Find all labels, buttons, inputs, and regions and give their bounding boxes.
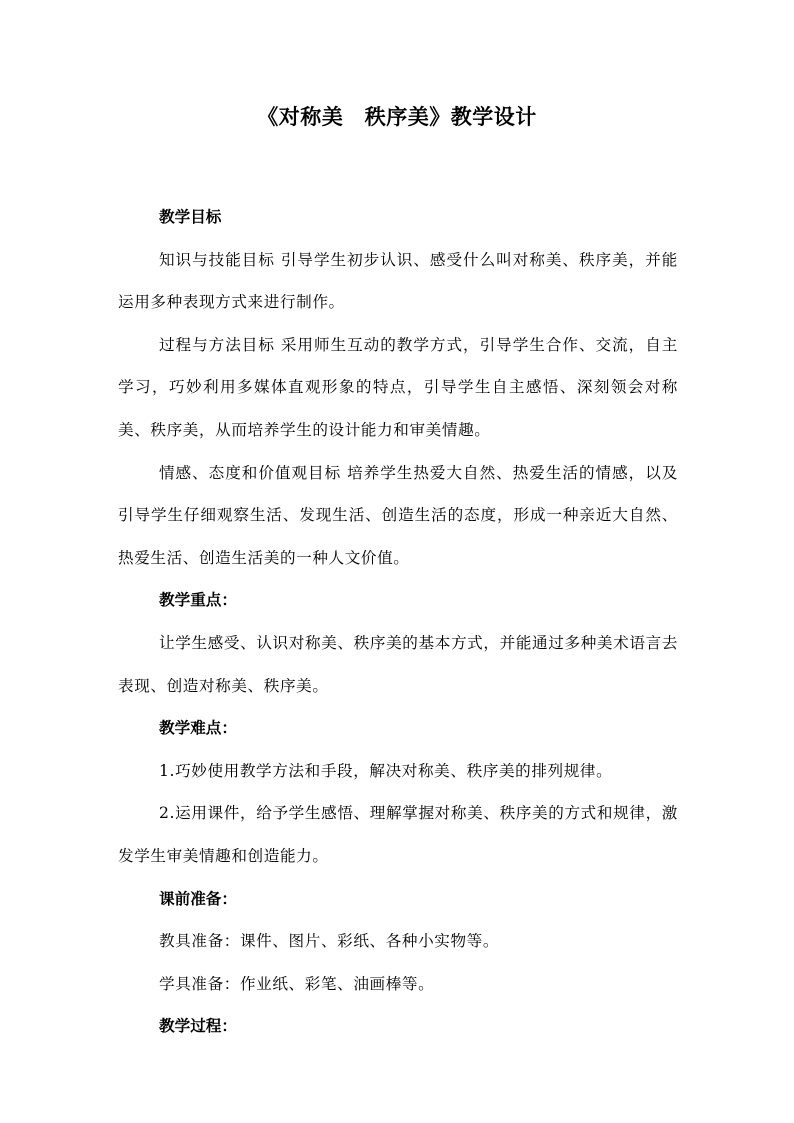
list-item-difficulty-1: 1.巧妙使用教学方法和手段，解决对称美、秩序美的排列规律。 <box>159 761 613 780</box>
section-heading-preparation: 课前准备： <box>159 888 237 908</box>
goal-process-lead: 过程与方法目标 <box>159 335 275 354</box>
goal-knowledge-lead: 知识与技能目标 <box>159 250 275 269</box>
paragraph-prep-student: 学具准备：作业纸、彩笔、油画棒等。 <box>159 974 435 993</box>
goal-emotion-text: 培养学生热爱大自然、热爱生活的情感，以及引导学生仔细观察生活、发现生活、创造生活的态度，形成一种亲近大自然、热爱生活、创造生活美的一种人文价值。 <box>118 463 678 567</box>
section-heading-key-points: 教学重点： <box>159 590 237 610</box>
goal-knowledge-text: 引导学生初步认识、感受什么叫对称美、秩序美，并能运用多种表现方式来进行制作。 <box>118 250 678 312</box>
section-heading-difficulties: 教学难点： <box>159 718 237 738</box>
document-body <box>118 196 678 1048</box>
goal-emotion-lead: 情感、态度和价值观目标 <box>159 463 342 482</box>
paragraph-key-points: 让学生感受、认识对称美、秩序美的基本方式，并能通过多种美术语言去表现、创造对称美、秩序美。 <box>118 633 678 695</box>
list-item-difficulty-2: 2.运用课件，给予学生感悟、理解掌握对称美、秩序美的方式和规律，激发学生审美情趣和创造能力。 <box>118 804 678 865</box>
paragraph-goal-process <box>118 324 678 452</box>
paragraph-goal-emotion <box>118 452 678 580</box>
goal-process-text: 采用师生互动的教学方式，引导学生合作、交流，自主学习，巧妙利用多媒体直观形象的特点，引导学生自主感悟、深刻领会对称美、秩序美，从而培养学生的设计能力和审美情趣。 <box>118 335 678 439</box>
document-title: 《对称美 秩序美》教学设计 <box>257 104 537 129</box>
paragraph-goal-knowledge <box>118 239 678 324</box>
section-heading-goals: 教学目标 <box>159 207 222 226</box>
paragraph-prep-teacher: 教具准备：课件、图片、彩纸、各种小实物等。 <box>159 932 500 951</box>
section-heading-process: 教学过程： <box>159 1016 237 1036</box>
